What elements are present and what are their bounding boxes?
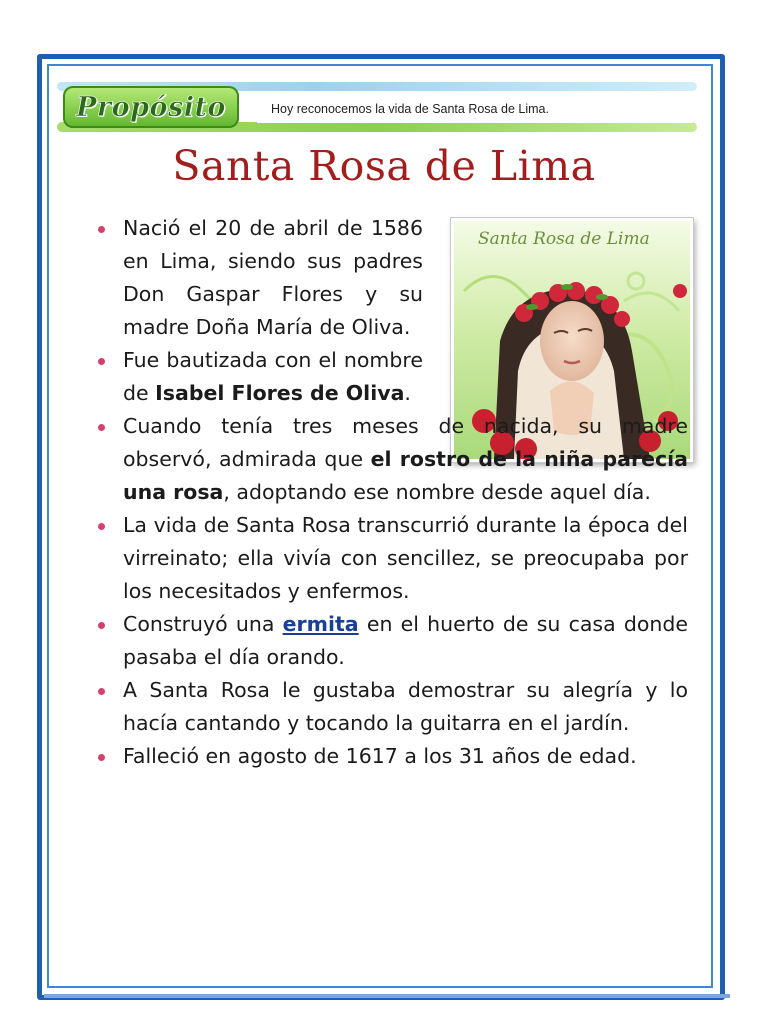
bullet-dot (98, 688, 105, 695)
bullet-dot (98, 358, 105, 365)
list-item: Nació el 20 de abril de 1586 en Lima, siendo sus padres Don Gaspar Flores y su madre Doña María de Oliva. (96, 212, 423, 344)
list-item: Falleció en agosto de 1617 a los 31 años de edad. (96, 740, 688, 773)
bullet-dot (98, 424, 105, 431)
bullet-dot (98, 226, 105, 233)
list-item: Fue bautizada con el nombre de Isabel Flores de Oliva. (96, 344, 423, 410)
page-border-shadow (44, 994, 730, 998)
bullet-dot (98, 754, 105, 761)
ermita-link[interactable]: ermita (282, 612, 359, 636)
proposito-label: Propósito (76, 91, 226, 123)
rose-face-phrase: el rostro de la niña parecía una rosa (123, 447, 688, 504)
proposito-text: Hoy reconocemos la vida de Santa Rosa de Lima. (271, 102, 549, 116)
bullet-dot (98, 622, 105, 629)
list-item: Construyó una ermita en el huerto de su casa donde pasaba el día orando. (96, 608, 688, 674)
portrait-caption: Santa Rosa de Lima (478, 229, 650, 249)
baptism-name: Isabel Flores de Oliva (155, 381, 405, 405)
proposito-banner (57, 82, 697, 132)
proposito-badge (63, 86, 239, 128)
list-item: A Santa Rosa le gustaba demostrar su alegría y lo hacía cantando y tocando la guitarra en el jardín. (96, 674, 688, 740)
page-title: Santa Rosa de Lima (172, 142, 596, 190)
list-item: Cuando tenía tres meses de nacida, su madre observó, admirada que el rostro de la niña parecía una rosa, adoptando ese nombre desde aquel día. (96, 410, 688, 509)
list-item: La vida de Santa Rosa transcurrió durante la época del virreinato; ella vivía con sencillez, se preocupaba por los necesitados y enfermos. (96, 509, 688, 608)
facts-list (96, 212, 688, 773)
proposito-text-box (257, 95, 693, 123)
bullet-dot (98, 523, 105, 530)
